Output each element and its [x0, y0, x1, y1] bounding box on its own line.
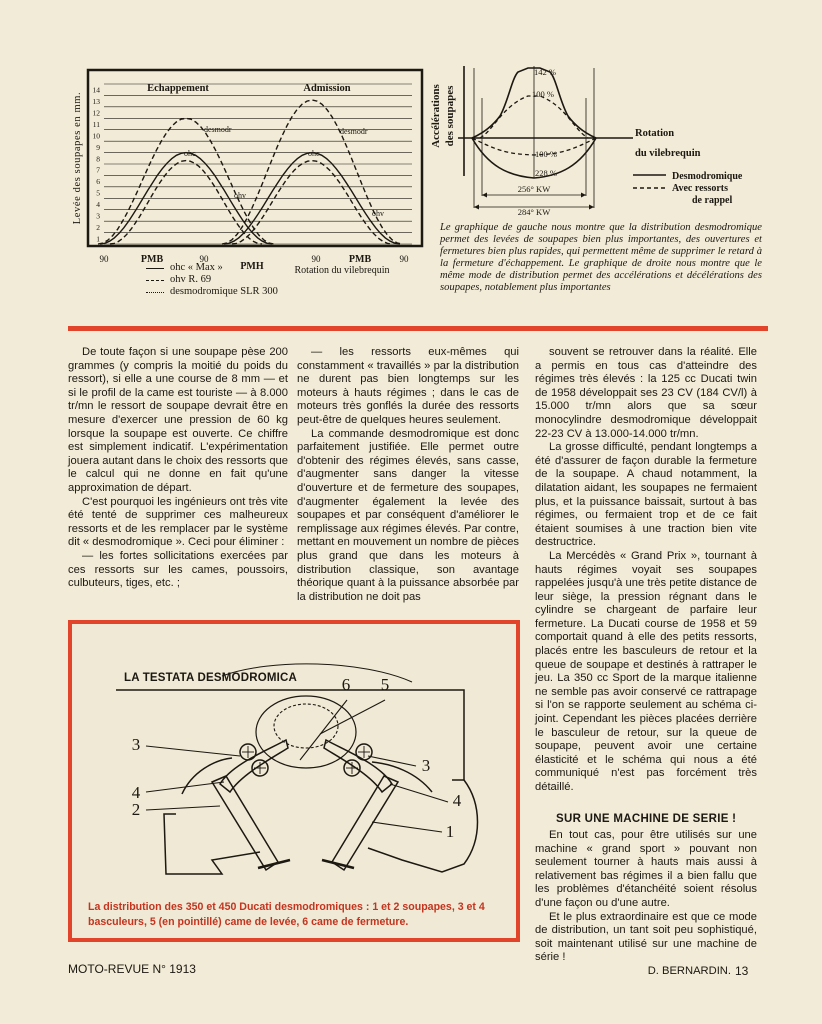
paragraph: souvent se retrouver dans la réalité. Elle a permis en tous cas d'atteindre des régimes très élevés : la 125 cc Ducati twin de 1958 développait ses 23 CV (184 CV/l) à 15.000 tr/mn alors que sa sœur monocylindre desmodromique développait 22-23 CV à 13.000-14.000 tr/mn.	[535, 346, 757, 440]
y-axis-label: Accélérations	[430, 84, 442, 148]
section-label-exhaust: Echappement	[147, 83, 209, 94]
paragraph: — les fortes sollicitations exercées par ces ressorts sur les cames, poussoirs, culbuteurs, tiges, etc. ;	[68, 549, 288, 590]
legend-swatch-dash	[146, 280, 164, 281]
callout-5: 5	[380, 675, 390, 694]
x-axis-label: Rotation	[635, 128, 675, 139]
label-100-bottom: 100 %	[535, 149, 557, 159]
y-tick-label: 1	[96, 234, 100, 244]
leader-3-right	[368, 756, 416, 766]
x-marker-pmb: PMB	[348, 254, 372, 265]
y-tick-label: 8	[96, 154, 100, 164]
leader-6	[300, 700, 347, 760]
callout-6: 6	[341, 675, 351, 694]
section-heading: SUR UNE MACHINE DE SERIE !	[556, 813, 737, 825]
label-100-top: 100 %	[532, 89, 554, 99]
article-column-2	[297, 346, 519, 604]
paragraph: Et le plus extraordinaire est que ce mode de distribution, un tant soit peu sophistiqué, soit maintenant utilisé sur une machine de série !	[535, 910, 757, 964]
paragraph: La commande desmodromique est donc parfaitement justifiée. Elle permet outre d'obtenir des régimes élevés, sans casse, d'augmenter sans danger la vitesse d'ouverture et de fermeture des soupapes, d'augmenter également la levée des soupapes et par conséquent d'améliorer le remplissage aux régimes élevés. Par contre, mettant en mouvement un nombre de pièces plus grand que dans les moteurs à distribution classique, son avantage théorique quant à la puissance absorbée par la distribution ne doit pas	[297, 427, 520, 603]
paragraph: — les ressorts eux-mêmes qui constamment « travaillés » par la distribution ne durent pas bien longtemps sur les moteurs à hauts régimes ; dans le cas de moteurs très gonflés la durée des ressorts peut-être de quelques heures seulement.	[297, 346, 519, 426]
x-marker-pmb: PMB	[140, 254, 164, 265]
lift-curve	[232, 161, 392, 244]
divider-top	[68, 326, 768, 331]
callout-2: 2	[131, 800, 141, 819]
y-tick-label: 7	[96, 165, 100, 175]
y-tick-label: 10	[92, 131, 100, 141]
author: D. BERNARDIN.	[647, 964, 731, 977]
y-tick-labels	[93, 86, 101, 244]
paragraph: C'est pourquoi les ingénieurs ont très vite été tenté de supprimer ces malheureux ressorts et de les remplacer par le système dit « desmodromique ». Ceci pour éliminer :	[68, 495, 288, 549]
callout-3: 3	[131, 735, 141, 754]
y-tick-label: 13	[92, 97, 100, 107]
lift-curve	[222, 100, 402, 244]
x-tick-label: 90	[199, 254, 209, 264]
legend-spring: Avec ressorts	[672, 183, 728, 194]
lift-curves	[98, 100, 402, 244]
paragraph: La Mercédès « Grand Prix », tournant à hauts régimes voyait ses soupapes rappelées jusqu'à une très petite distance de leur siège, la pression régnant dans le cylindre se chargeant de parfaire leur fermeture. La Ducati course de 1958 et 59 comportait quand à elle des petits ressorts, placés entre les basculeurs de retour et la queue de soupape et destinés à rattraper le jeu. La 350 cc Sport de la marque italienne ne semble pas avoir conservé ce rattrapage si l'on se rapporte seulement au schéma ci-joint. Cependant les pièces placées derrière le basculeur de retour, sur la queue de soupape, peuvent avoir une certaine élasticité et le schéma qui nous a été communiqué n'est pas forcément très détaillé.	[535, 549, 757, 793]
legend-spring-2: de rappel	[692, 195, 733, 206]
port-left	[164, 814, 260, 874]
y-axis-label: Levée des soupapes en mm.	[72, 91, 83, 225]
y-tick-label: 6	[96, 177, 100, 187]
y-tick-label: 5	[96, 188, 100, 198]
curve-label-ohv: ohv	[372, 209, 384, 218]
x-tick-label: 90	[311, 254, 321, 264]
leader-5	[320, 700, 385, 734]
y-tick-label: 3	[96, 211, 100, 221]
article-column-3b	[535, 829, 757, 979]
curve-label-desmodr: desmodr	[204, 125, 232, 134]
leader-2	[146, 806, 220, 810]
page-number: 13	[735, 964, 749, 978]
callout-1: 1	[445, 822, 455, 841]
x-axis-label: du vilebrequin	[635, 148, 701, 159]
angle-256: 256° KW	[517, 184, 551, 194]
callout-4: 4	[131, 783, 141, 802]
desmo-head-diagram	[72, 664, 516, 880]
figure-box	[68, 620, 520, 942]
y-axis-label: des soupapes	[444, 85, 456, 147]
figure-title: LA TESTATA DESMODROMICA	[124, 672, 298, 684]
x-marker-pmh: PMH	[240, 261, 264, 272]
angle-284: 284° KW	[517, 207, 551, 217]
y-tick-label: 14	[92, 85, 100, 95]
magazine-footer: MOTO-REVUE N° 1913	[68, 962, 196, 976]
valve-right	[332, 776, 398, 870]
legend-swatch-solid	[146, 268, 164, 269]
y-tick-label: 12	[92, 108, 100, 118]
legend-desmo: Desmodromique	[672, 171, 743, 182]
y-tick-label: 2	[96, 222, 100, 232]
x-axis-label: Rotation du vilebrequin	[294, 265, 390, 276]
valve-left	[212, 776, 278, 870]
leader-3-left	[146, 746, 240, 756]
callout-4: 4	[452, 791, 462, 810]
y-tick-label: 4	[96, 200, 100, 209]
curve-label-ohc: ohc	[308, 149, 320, 158]
curve-label-ohv: ohv	[234, 191, 246, 200]
leader-1	[372, 822, 442, 832]
valve-acceleration-chart	[428, 58, 768, 218]
figure-caption: La distribution des 350 et 450 Ducati desmodromiques : 1 et 2 soupapes, 3 et 4 basculeurs, 5 (en pointillé) came de levée, 6 came de fermeture.	[88, 901, 485, 928]
y-tick-label: 11	[92, 120, 100, 129]
label-228: 228 %	[535, 168, 557, 178]
y-tick-label: 9	[96, 142, 100, 152]
chart-caption: Le graphique de gauche nous montre que la distribution desmodromique permet des levées de soupapes bien plus importantes, des ouvertures et fermetures bien plus rapides, qui permettent même de supprimer le retard à la fermeture d'échappement. Le graphique de droite nous montre que le même mode de distribution permet des accélérations et décélérations des soupapes, notablement plus importantes	[440, 222, 762, 293]
leader-4-left	[146, 782, 224, 792]
legend-swatch-dot	[146, 292, 164, 293]
lift-curve	[98, 118, 274, 244]
article-column-1	[68, 346, 288, 591]
x-tick-label: 90	[99, 254, 109, 264]
x-tick-label: 90	[399, 254, 409, 264]
callout-3: 3	[421, 756, 431, 775]
article-column-3	[535, 346, 757, 795]
label-142: 142 %	[534, 67, 556, 77]
leader-4-right	[390, 784, 448, 802]
paragraph: De toute façon si une soupape pèse 200 grammes (y compris la moitié du poids du ressort), si elle a une course de 8 mm — et si le profil de la came est touriste — à 8.000 tr/mn le ressort de soupape devrait être en mesure d'exercer une pression de 60 kg lorsque la soupape est ouverte. Ce chiffre est simplement indicatif. L'expérimentation jouera autant dans le choix des ressorts que le calcul qui ne donne en fait qu'une approximation de départ.	[68, 346, 288, 494]
paragraph: En tout cas, pour être utilisés sur une machine « grand sport » pouvant non seulement tourner à hauts mais aussi à relativement bas régimes il a bien fallu que les problèmes d'étanchéité soient résolus d'une façon ou d'une autre.	[535, 829, 757, 909]
curve-label-desmodr: desmodr	[340, 127, 368, 136]
curve-label-ohc: ohc	[184, 149, 196, 158]
section-label-intake: Admission	[303, 83, 351, 94]
valve-lift-chart	[72, 66, 426, 300]
paragraph: La grosse difficulté, pendant longtemps a été d'assurer de façon durable la fermeture de la soupape. A chaud notamment, la dilatation aidant, les soupapes ne fermaient plus, et la puissance baissait, surtout à bas régimes, ou fermaient trop et de ce fait étaient soumises à une traction bien vite destructrice.	[535, 441, 757, 549]
